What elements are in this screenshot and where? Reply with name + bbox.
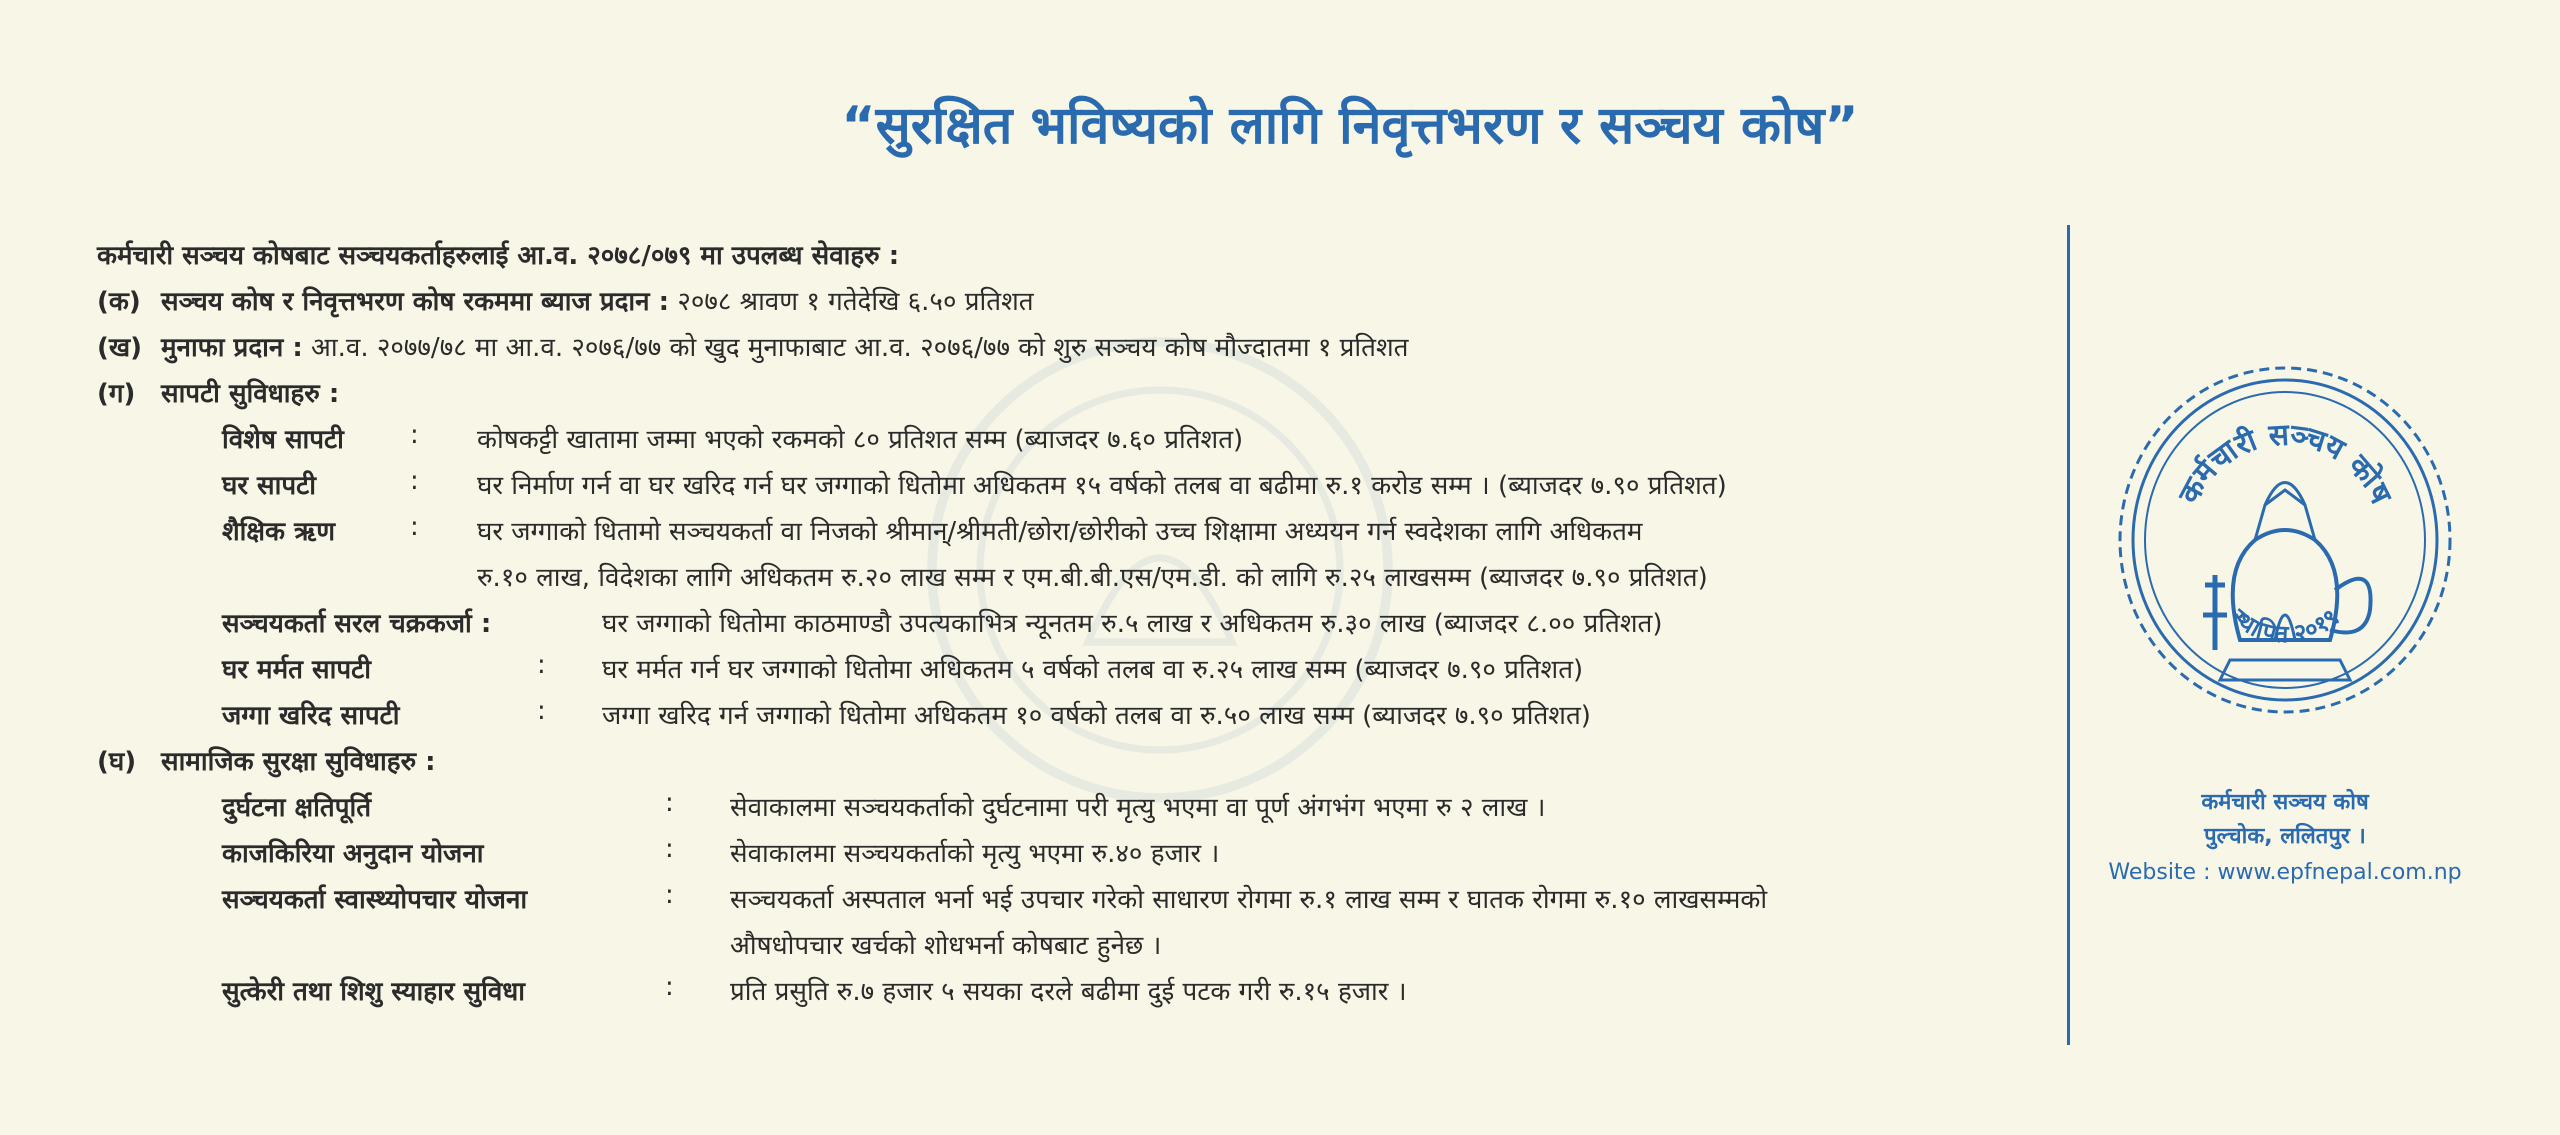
- benefit-label: सुत्केरी तथा शिशु स्याहार सुविधा: [222, 977, 525, 1007]
- loan-text: घर जग्गाको धितामो सञ्चयकर्ता वा निजको श्रीमान्/श्रीमती/छोरा/छोरीको उच्च शिक्षामा अध्ययन गर्न स्वदेशका लागि अधिकतम: [477, 517, 1643, 547]
- benefit-text: सेवाकालमा सञ्चयकर्ताको मृत्यु भएमा रु.४० हजार ।: [730, 839, 1220, 869]
- benefit-text: सञ्चयकर्ता अस्पताल भर्ना भई उपचार गरेको साधारण रोगमा रु.१ लाख सम्म र घातक रोगमा रु.१० लाखसम्मको: [730, 885, 1768, 915]
- benefit-text: प्रति प्रसुति रु.७ हजार ५ सयका दरले बढीमा दुई पटक गरी रु.१५ हजार ।: [730, 977, 1407, 1007]
- loan-text: घर निर्माण गर्न वा घर खरिद गर्न घर जग्गाको धितोमा अधिकतम १५ वर्षको तलब वा बढीमा रु.१ करोड सम्म । (ब्याजदर ७.९० प्रतिशत): [477, 471, 1727, 501]
- benefit-label: दुर्घटना क्षतिपूर्ति: [222, 793, 372, 823]
- item-label: मुनाफा प्रदान :: [161, 333, 303, 363]
- page-title: “सुरक्षित भविष्यको लागि निवृत्तभरण र सञ्चय कोष”: [841, 96, 1859, 156]
- loan-text: कोषकट्टी खातामा जम्मा भएको रकमको ८० प्रतिशत सम्म (ब्याजदर ७.६० प्रतिशत): [477, 425, 1244, 455]
- item-text: २०७८ श्रावण १ गतेदेखि ६.५० प्रतिशत: [677, 287, 1034, 317]
- item-label: सामाजिक सुरक्षा सुविधाहरु :: [161, 747, 436, 777]
- loan-text: रु.१० लाख, विदेशका लागि अधिकतम रु.२० लाख सम्म र एम.बी.बी.एस/एम.डी. को लागि रु.२५ लाखसम्म (ब्याजदर ७.९० प्रतिशत): [477, 563, 1708, 593]
- services-heading: कर्मचारी सञ्चय कोषबाट सञ्चयकर्ताहरुलाई आ.व. २०७८/०७९ मा उपलब्ध सेवाहरु :: [97, 241, 900, 271]
- item-text: आ.व. २०७७/७८ मा आ.व. २०७६/७७ को खुद मुनाफाबाट आ.व. २०७६/७७ को शुरु सञ्चय कोष मौज्दातमा १ प्रतिशत: [311, 333, 1409, 363]
- benefit-text: सेवाकालमा सञ्चयकर्ताको दुर्घटनामा परी मृत्यु भएमा वा पूर्ण अंगभंग भएमा रु २ लाख ।: [730, 793, 1546, 823]
- loan-label: घर मर्मत सापटी: [222, 655, 371, 685]
- loan-label: जग्गा खरिद सापटी: [222, 701, 400, 731]
- item-marker: (घ): [97, 747, 137, 777]
- logo-text-bottom: स्थापित २०१९: [2225, 603, 2345, 649]
- epf-emblem-icon: [2115, 340, 2455, 740]
- org-website-link[interactable]: Website : www.epfnepal.com.np: [2108, 860, 2462, 885]
- item-marker: (ख): [97, 333, 143, 363]
- item-label: सञ्चय कोष र निवृत्तभरण कोष रकममा ब्याज प्रदान :: [161, 287, 670, 317]
- benefit-label: सञ्चयकर्ता स्वास्थ्योपचार योजना: [222, 885, 528, 915]
- item-marker: (ग): [97, 379, 136, 409]
- loan-label: घर सापटी: [222, 471, 316, 501]
- item-label: सापटी सुविधाहरु :: [161, 379, 340, 409]
- loan-label: विशेष सापटी: [222, 425, 344, 455]
- org-name: कर्मचारी सञ्चय कोष: [2201, 790, 2369, 815]
- item-marker: (क): [97, 287, 141, 317]
- vertical-divider: [2067, 225, 2070, 1045]
- loan-text: घर मर्मत गर्न घर जग्गाको धितोमा अधिकतम ५ वर्षको तलब वा रु.२५ लाख सम्म (ब्याजदर ७.९० प्रतिशत): [602, 655, 1584, 685]
- org-address: पुल्चोक, ललितपुर ।: [2204, 824, 2366, 849]
- loan-label: सञ्चयकर्ता सरल चक्रकर्जा :: [222, 609, 492, 639]
- loan-text: घर जग्गाको धितोमा काठमाण्डौ उपत्यकाभित्र न्यूनतम रु.५ लाख र अधिकतम रु.३० लाख (ब्याजदर ८.०० प्रतिशत): [602, 609, 1663, 639]
- benefit-label: काजकिरिया अनुदान योजना: [222, 839, 484, 869]
- benefit-text: औषधोपचार खर्चको शोधभर्ना कोषबाट हुनेछ ।: [730, 931, 1162, 961]
- loan-label: शैक्षिक ऋण: [222, 517, 336, 547]
- logo-text-top: कर्मचारी सञ्चय कोष: [2171, 417, 2399, 510]
- loan-text: जग्गा खरिद गर्न जग्गाको धितोमा अधिकतम १० वर्षको तलब वा रु.५० लाख सम्म (ब्याजदर ७.९० प्रतिशत): [602, 701, 1591, 731]
